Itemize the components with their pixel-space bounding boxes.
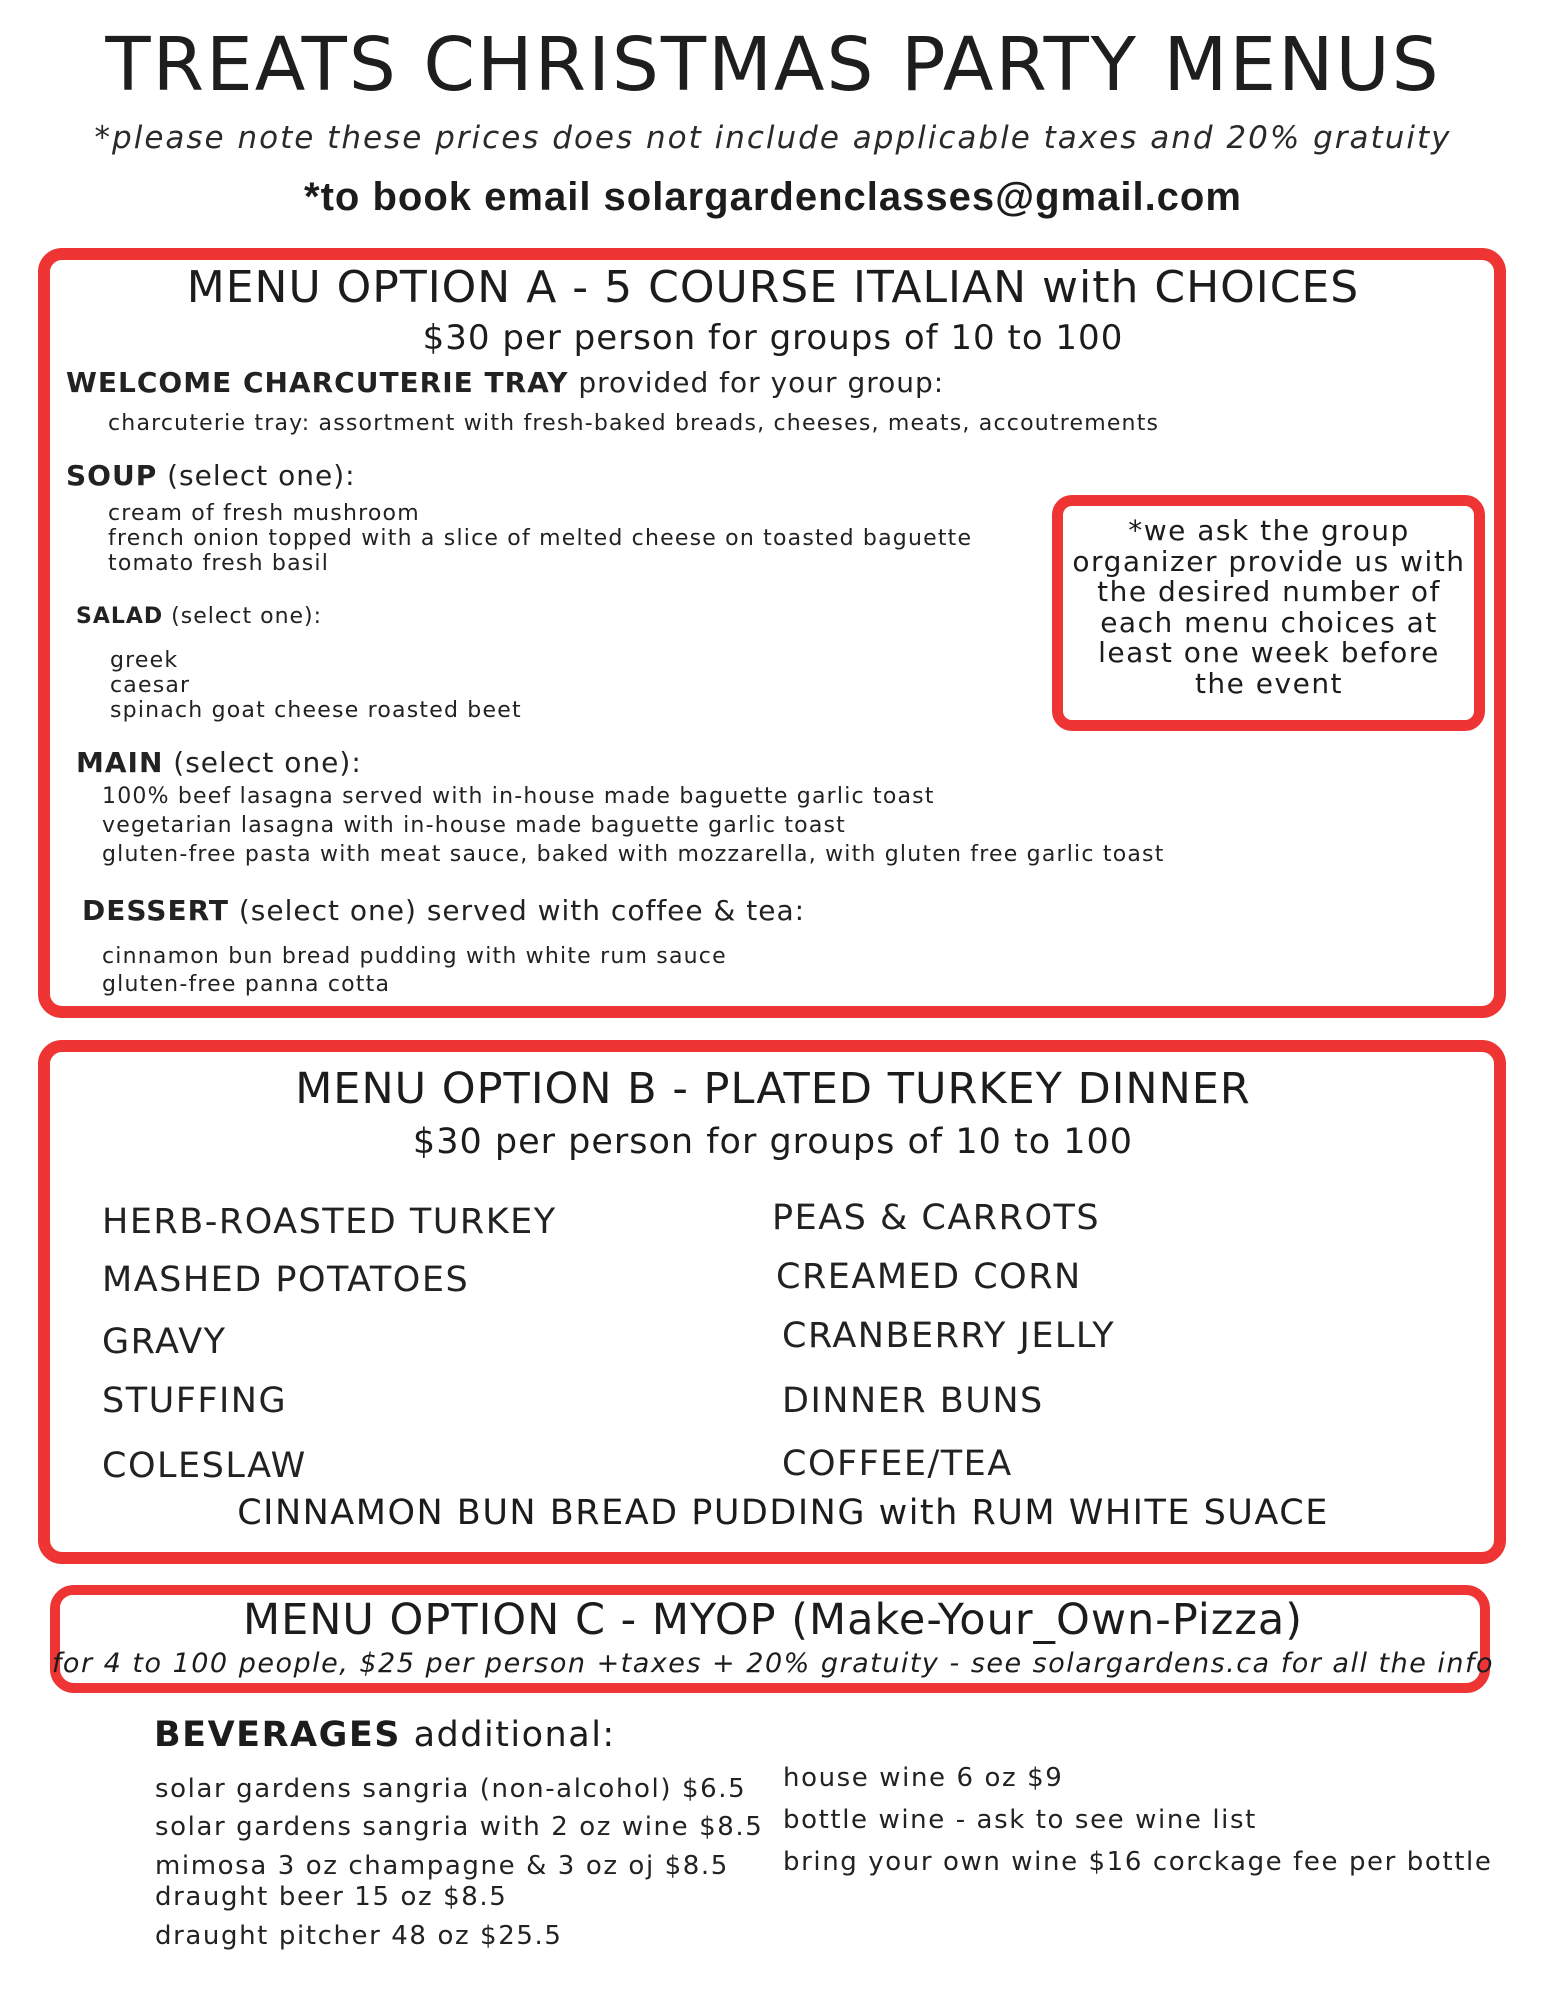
- list-item: gluten-free panna cotta: [102, 972, 391, 997]
- salad-heading-suffix: (select one):: [163, 604, 323, 629]
- dessert-heading-suffix: (select one) served with coffee & tea:: [228, 894, 806, 927]
- main-heading-suffix: (select one):: [163, 746, 362, 779]
- main-heading: [76, 746, 362, 779]
- page-title: TREATS CHRISTMAS PARTY MENUS: [105, 22, 1441, 108]
- list-item: PEAS & CARROTS: [772, 1198, 1101, 1238]
- beverages-heading-suffix: additional:: [400, 1715, 616, 1755]
- salad-heading: [76, 604, 322, 629]
- welcome-items: [108, 411, 1159, 436]
- list-item: gluten-free pasta with meat sauce, baked with mozzarella, with gluten free garlic toast: [102, 842, 1165, 867]
- list-item: draught beer 15 oz $8.5: [155, 1882, 508, 1912]
- list-item: DINNER BUNS: [782, 1381, 1044, 1421]
- list-item: solar gardens sangria (non-alcohol) $6.5: [155, 1774, 747, 1804]
- soup-heading: [66, 459, 356, 492]
- beverages-heading: [154, 1715, 616, 1755]
- option-b-title: MENU OPTION B - PLATED TURKEY DINNER: [295, 1064, 1251, 1114]
- list-item: GRAVY: [102, 1322, 227, 1362]
- list-item: caesar: [110, 673, 191, 698]
- list-item: bottle wine - ask to see wine list: [783, 1805, 1257, 1835]
- option-a-title: MENU OPTION A - 5 COURSE ITALIAN with CHOICES: [186, 262, 1360, 313]
- list-item: cream of fresh mushroom: [108, 501, 420, 526]
- soup-heading-bold: SOUP: [66, 459, 158, 492]
- list-item: greek: [110, 648, 179, 673]
- list-item: french onion topped with a slice of melted cheese on toasted baguette: [108, 526, 973, 551]
- main-heading-bold: MAIN: [76, 746, 164, 779]
- list-item: COFFEE/TEA: [782, 1444, 1013, 1484]
- list-item: vegetarian lasagna with in-house made baguette garlic toast: [102, 813, 846, 838]
- option-a-price: $30 per person for groups of 10 to 100: [422, 318, 1124, 358]
- list-item: charcuterie tray: assortment with fresh-baked breads, cheeses, meats, accoutrements: [108, 411, 1160, 436]
- dessert-heading-bold: DESSERT: [82, 894, 229, 927]
- soup-heading-suffix: (select one):: [157, 459, 356, 492]
- list-item: COLESLAW: [102, 1446, 307, 1486]
- list-item: house wine 6 oz $9: [783, 1763, 1064, 1793]
- list-item: 100% beef lasagna served with in-house made baguette garlic toast: [102, 784, 935, 809]
- booking-email-note: *to book email solargardenclasses@gmail.com: [304, 175, 1242, 219]
- dessert-items: [102, 943, 727, 999]
- beverages-heading-bold: BEVERAGES: [154, 1715, 401, 1755]
- price-note: *please note these prices does not include applicable taxes and 20% gratuity: [94, 120, 1452, 156]
- welcome-heading-bold: WELCOME CHARCUTERIE TRAY: [66, 366, 569, 399]
- organizer-note: *we ask the group organizer provide us with the desired number of each menu choices at least one week before the event: [1072, 514, 1466, 700]
- option-c-title: MENU OPTION C - MYOP (Make-Your_Own-Pizza): [242, 1595, 1304, 1645]
- salad-items: [110, 648, 522, 723]
- dessert-heading: [82, 894, 805, 927]
- list-item: spinach goat cheese roasted beet: [110, 698, 522, 723]
- list-item: STUFFING: [102, 1381, 288, 1421]
- option-b-dessert: CINNAMON BUN BREAD PUDDING with RUM WHITE SUACE: [237, 1493, 1329, 1533]
- list-item: tomato fresh basil: [108, 551, 330, 576]
- list-item: solar gardens sangria with 2 oz wine $8.5: [155, 1812, 764, 1842]
- list-item: CRANBERRY JELLY: [782, 1316, 1116, 1356]
- welcome-heading: [66, 366, 944, 399]
- list-item: CREAMED CORN: [776, 1257, 1082, 1297]
- list-item: bring your own wine $16 corckage fee per bottle: [783, 1847, 1493, 1877]
- list-item: draught pitcher 48 oz $25.5: [155, 1921, 563, 1951]
- list-item: MASHED POTATOES: [102, 1260, 470, 1300]
- salad-heading-bold: SALAD: [76, 604, 164, 629]
- option-c-subtitle: for 4 to 100 people, $25 per person +taxes + 20% gratuity - see solargardens.ca for all the info: [51, 1648, 1495, 1679]
- list-item: mimosa 3 oz champagne & 3 oz oj $8.5: [155, 1851, 729, 1881]
- main-items: [102, 782, 1165, 869]
- option-b-price: $30 per person for groups of 10 to 100: [412, 1122, 1134, 1162]
- list-item: HERB-ROASTED TURKEY: [102, 1202, 557, 1242]
- welcome-heading-suffix: provided for your group:: [568, 366, 945, 399]
- list-item: cinnamon bun bread pudding with white rum sauce: [102, 944, 727, 969]
- soup-items: [108, 501, 972, 576]
